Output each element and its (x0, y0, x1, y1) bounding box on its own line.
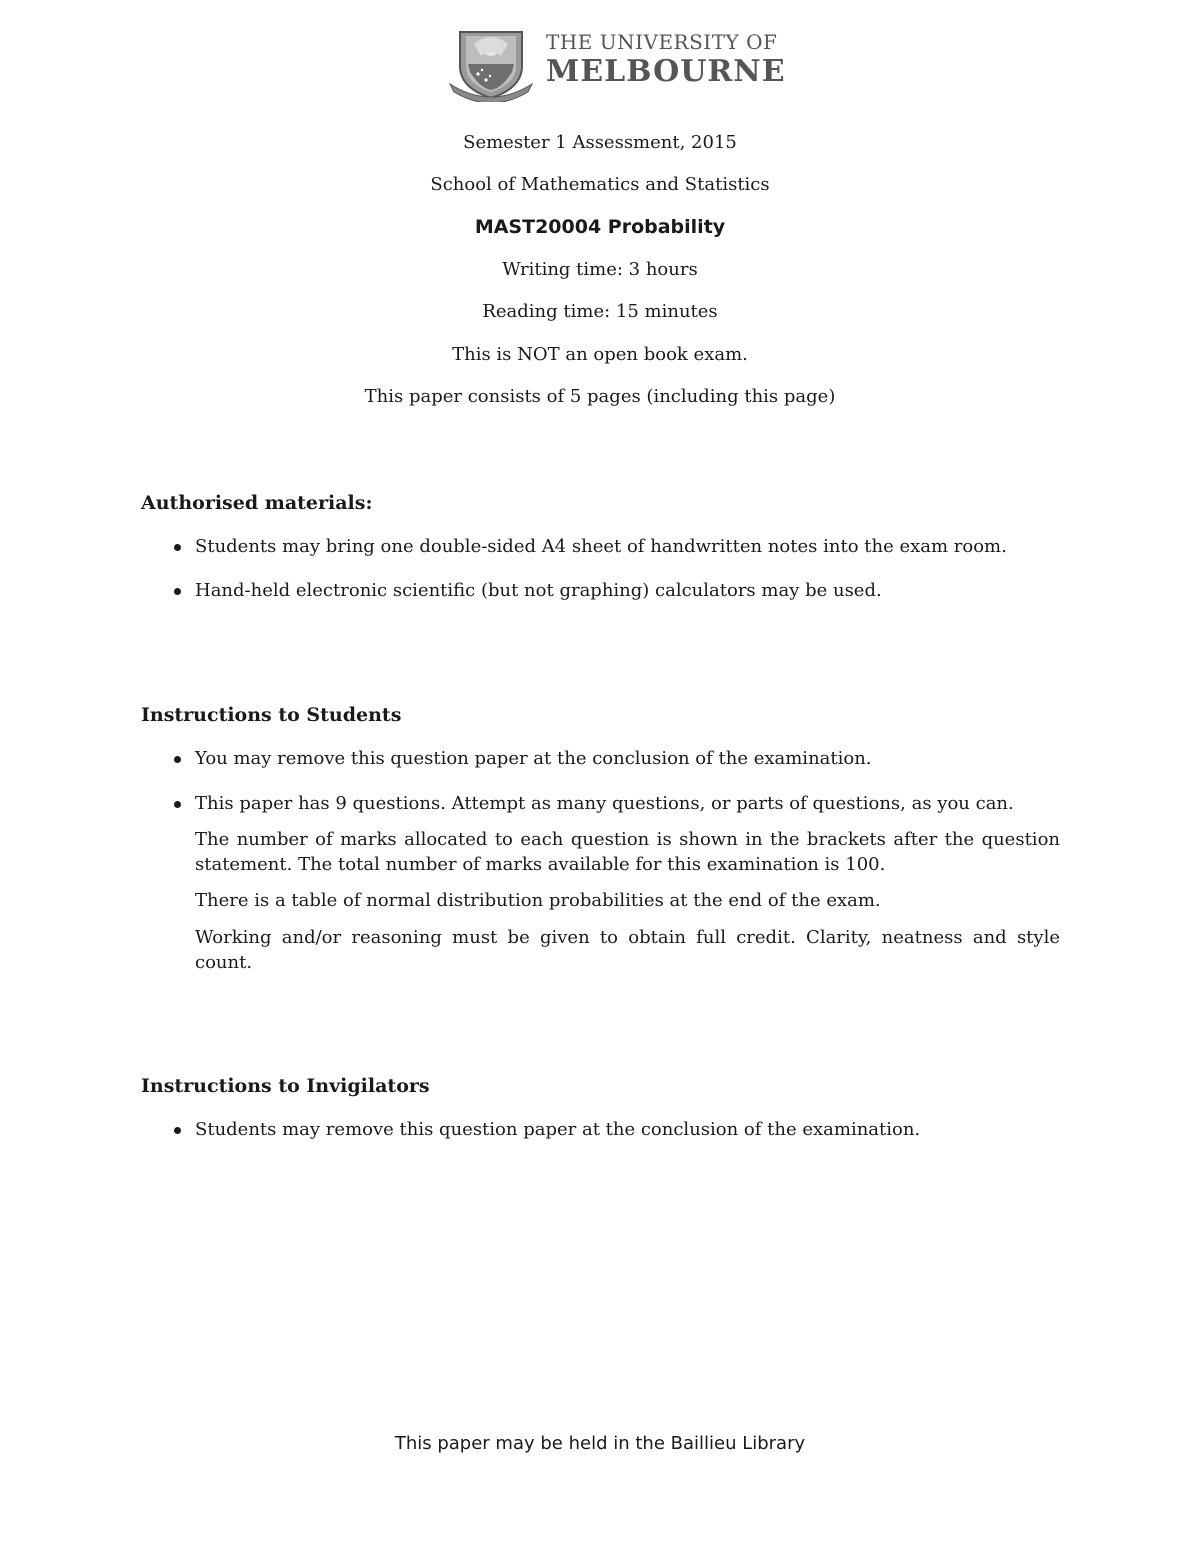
bullet-icon (174, 1127, 181, 1134)
students-heading: Instructions to Students (141, 704, 402, 726)
page-title: MAST20004 Probability (474, 216, 726, 238)
logo-line-2: MELBOURNE (546, 54, 786, 89)
writing-time: Writing time: 3 hours (502, 259, 698, 280)
bullet-icon (174, 544, 181, 551)
university-logo (446, 24, 786, 102)
list-item-text: You may remove this question paper at the conclusion of the examination. (195, 748, 872, 769)
logo-line-1: THE UNIVERSITY OF (546, 30, 778, 54)
bullet-icon (174, 801, 181, 808)
school-line: School of Mathematics and Statistics (430, 174, 770, 195)
page-count: This paper consists of 5 pages (including this page) (364, 386, 836, 407)
list-item-text: This paper has 9 questions. Attempt as many questions, or parts of questions, as you can. (195, 793, 1014, 814)
reading-time: Reading time: 15 minutes (482, 301, 718, 322)
normal-table-paragraph: There is a table of normal distribution probabilities at the end of the exam. (195, 890, 881, 911)
university-crest-icon (446, 26, 536, 102)
bullet-icon (174, 588, 181, 595)
marks-paragraph: The number of marks allocated to each question is shown in the brackets after the question statement. The total number of marks available for this examination is 100. (195, 829, 1060, 875)
library-footer: This paper may be held in the Baillieu Library (394, 1433, 806, 1454)
authorised-heading: Authorised materials: (141, 492, 373, 514)
semester-line: Semester 1 Assessment, 2015 (463, 132, 737, 153)
working-paragraph: Working and/or reasoning must be given to obtain full credit. Clarity, neatness and style count. (195, 927, 1060, 973)
exam-type: This is NOT an open book exam. (452, 344, 748, 365)
bullet-icon (174, 756, 181, 763)
list-item-text: Hand-held electronic scientific (but not graphing) calculators may be used. (195, 580, 882, 601)
invigilators-heading: Instructions to Invigilators (141, 1075, 430, 1097)
list-item-text: Students may bring one double-sided A4 sheet of handwritten notes into the exam room. (195, 536, 1007, 557)
list-item-text: Students may remove this question paper at the conclusion of the examination. (195, 1119, 921, 1140)
